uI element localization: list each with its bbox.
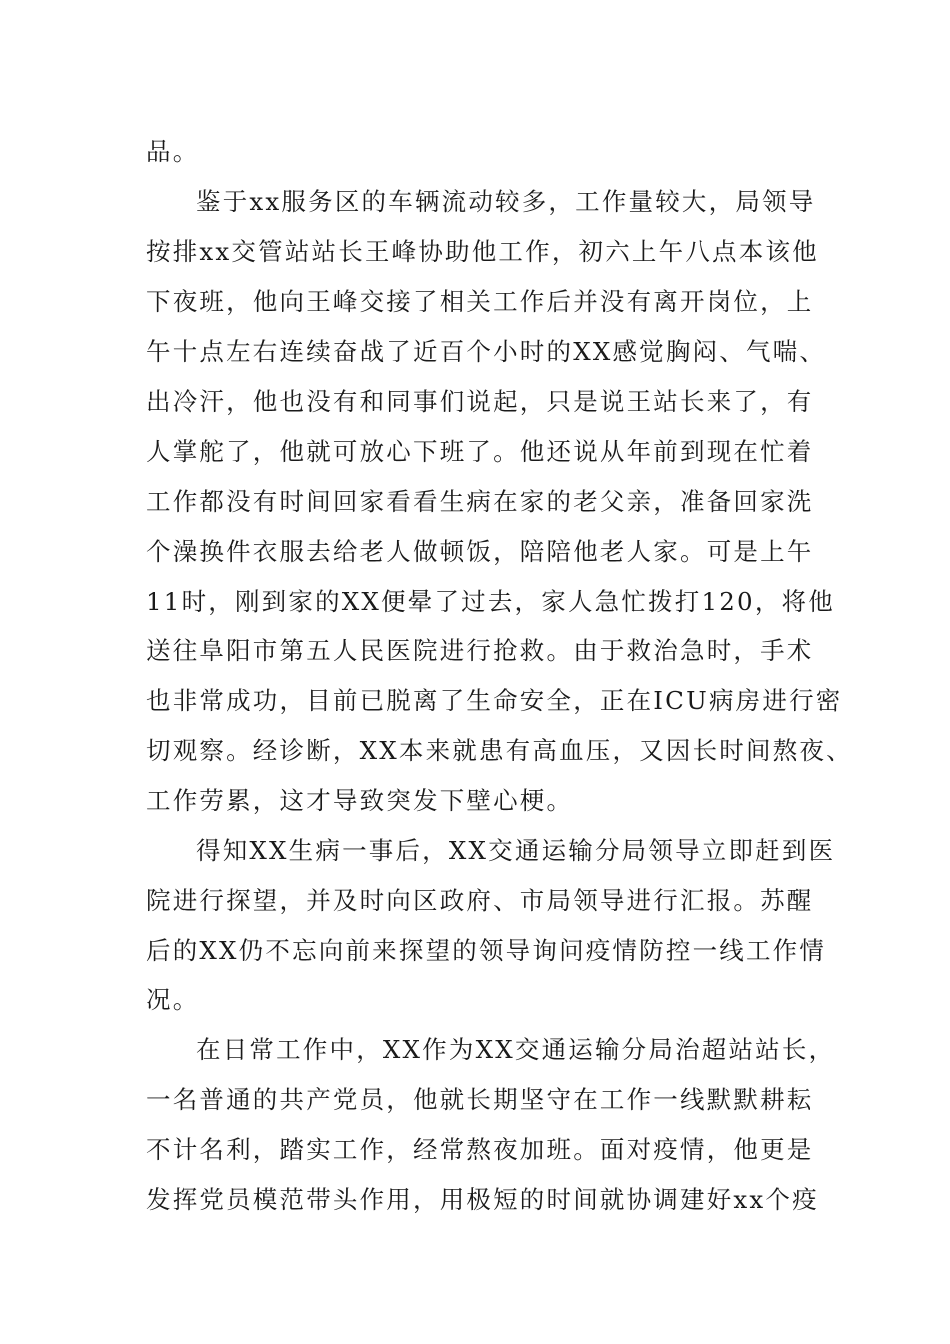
text-line: 得知XX生病一事后，XX交通运输分局领导立即赶到医 (196, 836, 836, 865)
text-line: 一名普通的共产党员，他就长期坚守在工作一线默默耕耘 (146, 1085, 814, 1114)
text-line: 也非常成功，目前已脱离了生命安全，正在ICU病房进行密 (146, 686, 843, 715)
text-line: 送往阜阳市第五人民医院进行抢救。由于救治急时，手术 (146, 636, 814, 665)
text-line: 下夜班，他向王峰交接了相关工作后并没有离开岗位，上 (146, 287, 814, 316)
text-line: 况。 (146, 985, 200, 1014)
text-line: 切观察。经诊断，XX本来就患有高血压，又因长时间熬夜、 (146, 736, 853, 765)
text-line: 不计名利，踏实工作，经常熬夜加班。面对疫情，他更是 (146, 1135, 814, 1164)
text-line: 按排xx交管站站长王峰协助他工作，初六上午八点本该他 (146, 237, 819, 266)
text-line: 工作都没有时间回家看看生病在家的老父亲，准备回家洗 (146, 487, 814, 516)
text-line: 个澡换件衣服去给老人做顿饭，陪陪他老人家。可是上午 (146, 537, 814, 566)
text-line: 人掌舵了，他就可放心下班了。他还说从年前到现在忙着 (146, 437, 814, 466)
text-line: 出冷汗，他也没有和同事们说起，只是说王站长来了，有 (146, 387, 814, 416)
text-line: 发挥党员模范带头作用，用极短的时间就协调建好xx个疫 (146, 1185, 819, 1214)
text-line: 后的XX仍不忘向前来探望的领导询问疫情防控一线工作情 (146, 936, 827, 965)
text-line: 午十点左右连续奋战了近百个小时的XX感觉胸闷、气喘、 (146, 337, 827, 366)
text-line: 11时，刚到家的XX便晕了过去，家人急忙拨打120，将他 (146, 587, 835, 616)
text-line: 在日常工作中，XX作为XX交通运输分局治超站站长， (196, 1035, 836, 1064)
text-line: 鉴于xx服务区的车辆流动较多，工作量较大，局领导 (196, 187, 816, 216)
text-line: 品。 (146, 137, 200, 166)
text-line: 院进行探望，并及时向区政府、市局领导进行汇报。苏醒 (146, 886, 814, 915)
text-line: 工作劳累，这才导致突发下壁心梗。 (146, 786, 574, 815)
